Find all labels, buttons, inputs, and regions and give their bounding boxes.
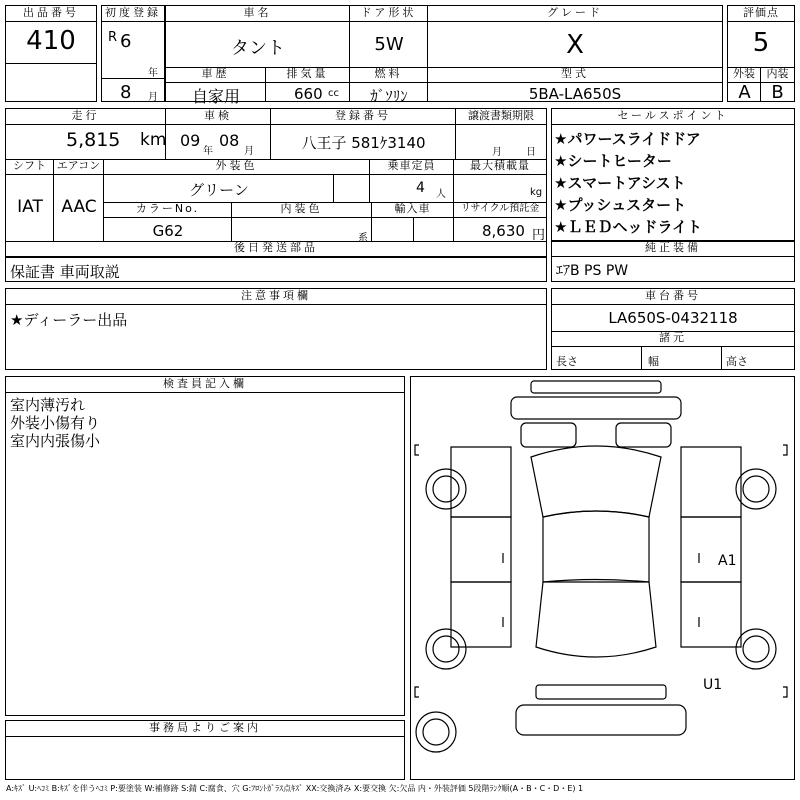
mileage-label: 走行 (6, 109, 166, 125)
details-box (5, 108, 547, 258)
displacement-label: 排気量 (266, 67, 350, 83)
era: R (108, 30, 118, 45)
air-conditioner: AAC (61, 197, 97, 217)
inspector-box (5, 376, 405, 716)
door-label: ドア形状 (350, 6, 428, 22)
month-unit: 月 (148, 92, 158, 103)
legend-text: A:ｷｽﾞ U:ﾍｺﾐ B:ｷｽﾞを伴うﾍｺﾐ P:要塗装 W:補修跡 S:錆 C:腐食、穴 G:ﾌﾛﾝﾄｶﾞﾗｽ点ｷｽﾞ XX:交換済み X:要交換 欠:欠品 内・外装評価 5段階ﾗﾝｸ順(A・B・C・D・E) 1 (6, 784, 584, 793)
later-parts-label: 後日発送部品 (234, 241, 318, 254)
sales-point-4: ★プッシュスタート (554, 196, 687, 214)
car-diagram-box (410, 376, 795, 780)
transfer-month: 月 (492, 147, 502, 158)
recycle-label: リサイクル預託金 (454, 202, 546, 218)
recycle-fee: 8,630 (482, 222, 525, 240)
door-type: 5W (374, 34, 404, 55)
history-label: 車歴 (166, 67, 266, 83)
load-unit: kg (530, 187, 543, 198)
specs-label: 諸元 (552, 331, 794, 347)
inspector-line-2: 外装小傷有り (10, 414, 101, 432)
insp-year: 09 (180, 131, 201, 150)
model: 5BA-LA650S (528, 85, 622, 103)
int-score: B (771, 82, 784, 103)
score-box (727, 5, 795, 102)
sales-point-1: ★パワースライドドア (554, 130, 701, 148)
spec-length: 長さ (556, 355, 578, 368)
capacity-unit: 人 (436, 189, 446, 200)
color-no-label: カラーNo. (104, 202, 232, 218)
later-parts-box (5, 256, 547, 282)
notes-label: 注意事項欄 (6, 289, 546, 305)
insp-year-unit: 年 (203, 146, 213, 157)
sales-points-box (551, 108, 795, 242)
car-info-box (165, 5, 723, 106)
int-label: 内装 (761, 67, 794, 83)
plate-label: 登録番号 (271, 109, 456, 125)
fuel-label: 燃料 (350, 67, 428, 83)
ac-label: エアコン (54, 159, 104, 175)
first-reg-label: 初度登録 (102, 6, 164, 22)
reg-year: 6 (120, 31, 132, 52)
genuine-equipment-label: 純正装備 (552, 241, 794, 257)
genuine-equipment-box (551, 240, 795, 282)
sales-point-3: ★スマートアシスト (554, 174, 686, 192)
fuel: ｶﾞｿﾘﾝ (370, 87, 408, 105)
recycle-unit: 円 (532, 228, 546, 243)
ext-score: A (738, 82, 751, 103)
exterior-color: グリーン (189, 181, 249, 199)
ext-label: 外装 (728, 67, 761, 83)
later-parts: 保証書 車両取説 (10, 263, 120, 281)
first-registration-box (101, 5, 165, 102)
damage-mark-u1: U1 (703, 677, 723, 693)
grade: X (566, 30, 584, 60)
model-label: 型式 (428, 67, 722, 83)
int-color-unit: 系 (358, 233, 368, 244)
insp-month: 08 (219, 131, 240, 150)
history: 自家用 (191, 87, 240, 106)
sales-point-5: ★ＬＥＤヘッドライト (554, 218, 702, 236)
displacement: 660 (294, 85, 323, 103)
inspector-label: 検査員記入欄 (6, 377, 404, 393)
transfer-label: 譲渡書類期限 (456, 109, 546, 125)
shift-label: シフト (6, 159, 54, 175)
spec-width: 幅 (648, 355, 659, 368)
inspector-line-3: 室内内張傷小 (10, 432, 101, 450)
chassis-number: LA650S-0432118 (608, 309, 738, 327)
year-unit: 年 (148, 68, 158, 79)
office-box (5, 720, 405, 780)
chassis-label: 車台番号 (552, 289, 794, 305)
score: 5 (752, 28, 770, 58)
genuine-equipment: ｴｱB PS PW (556, 263, 629, 279)
sales-point-2: ★シートヒーター (554, 152, 672, 170)
sales-points-label: セールスポイント (552, 109, 794, 125)
capacity: 4 (416, 180, 425, 196)
damage-mark-a1: A1 (718, 553, 737, 569)
import-label: 輸入車 (372, 202, 454, 218)
reg-month: 8 (120, 82, 132, 103)
car-name-label: 車名 (166, 6, 350, 22)
int-color-label: 内装色 (232, 202, 372, 218)
displacement-unit: cc (328, 88, 339, 99)
shift: IAT (17, 197, 43, 217)
office-label: 事務局よりご案内 (6, 721, 404, 737)
inspector-line-1: 室内薄汚れ (10, 396, 86, 414)
lot-number: 410 (26, 26, 76, 56)
mileage: 5,815 (66, 129, 121, 151)
car-name: タント (231, 38, 285, 59)
plate-number: 八王子 581ｹ3140 (301, 134, 426, 152)
capacity-label: 乗車定員 (370, 159, 454, 175)
grade-label: グレード (428, 6, 722, 22)
mileage-unit: km (140, 130, 167, 150)
score-label: 評価点 (728, 6, 794, 22)
color-label: 外装色 (104, 159, 370, 175)
notes-box (5, 288, 547, 370)
insp-month-unit: 月 (244, 146, 254, 157)
car-diagram-icon (411, 377, 794, 779)
spec-height: 高さ (726, 355, 748, 368)
inspection-label: 車検 (166, 109, 271, 125)
color-number: G62 (152, 222, 184, 240)
lot-number-label: 出品番号 (6, 6, 96, 22)
chassis-box (551, 288, 795, 370)
transfer-day: 日 (526, 147, 536, 158)
notes-text: ★ディーラー出品 (10, 311, 128, 329)
lot-number-box (5, 5, 97, 102)
load-label: 最大積載量 (454, 159, 546, 175)
